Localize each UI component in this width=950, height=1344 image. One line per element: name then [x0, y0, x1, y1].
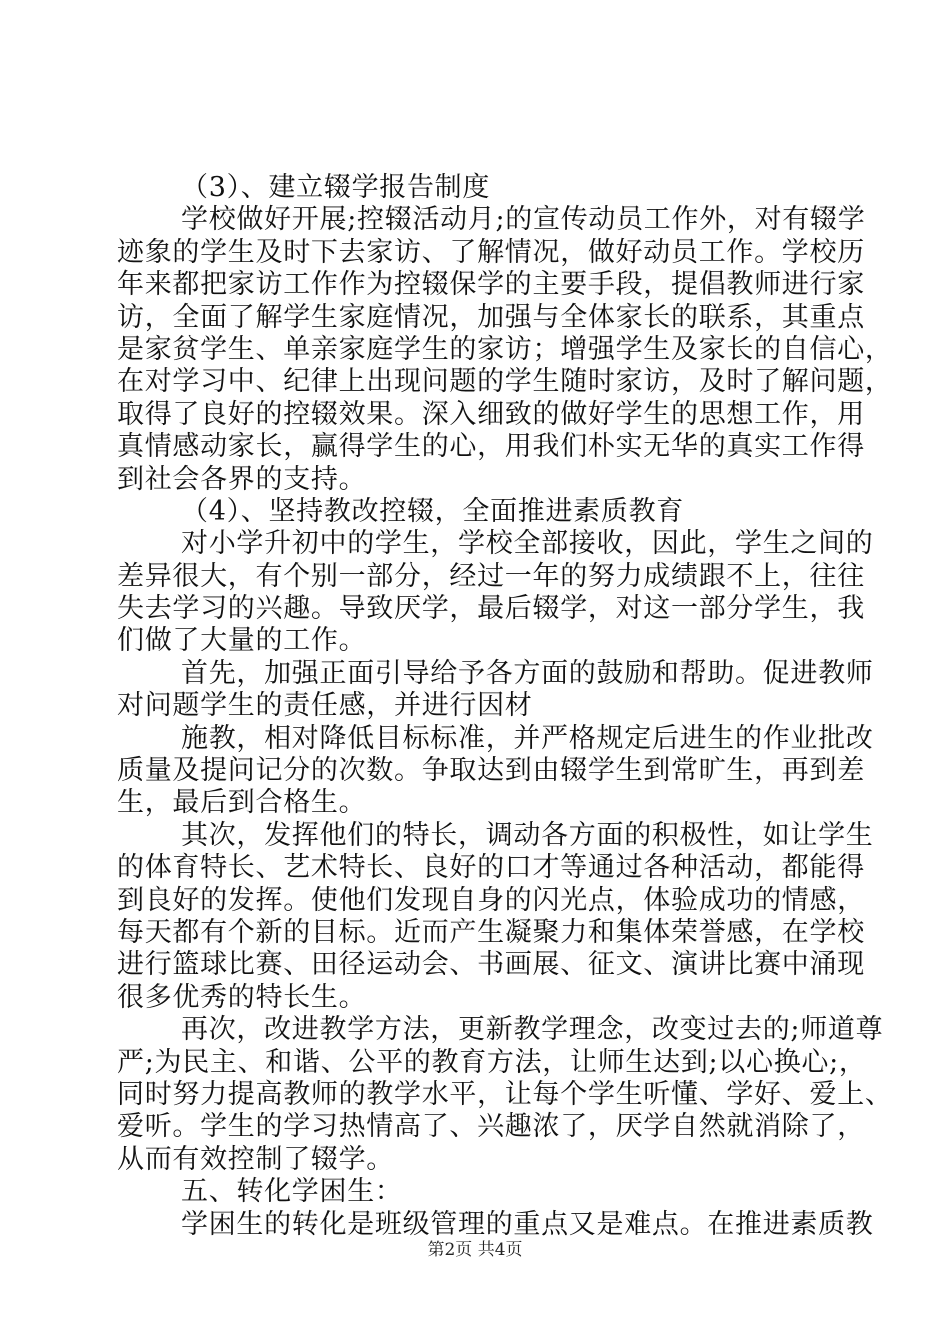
text-line: 进行篮球比赛、田径运动会、书画展、征文、演讲比赛中涌现 [117, 949, 865, 981]
text-line: （3）、建立辍学报告制度 [181, 172, 491, 203]
text-line: 五、转化学困生： [181, 1176, 403, 1208]
text-line: 施教，相对降低目标标准，并严格规定后进生的作业批改 [181, 722, 874, 754]
text-line: 质量及提问记分的次数。争取达到由辍学生到常旷生，再到差 [117, 755, 865, 787]
page-footer [0, 1240, 950, 1260]
text-line: 爱听。学生的学习热情高了、兴趣浓了，厌学自然就消除了， [117, 1111, 865, 1143]
text-line: 是家贫学生、单亲家庭学生的家访；增强学生及家长的自信心， [117, 333, 893, 365]
text-line: 在对学习中、纪律上出现问题的学生随时家访，及时了解问题， [117, 366, 893, 398]
text-line: 其次，发挥他们的特长，调动各方面的积极性，如让学生 [181, 819, 874, 851]
document-body [117, 172, 893, 1241]
text-line: 每天都有个新的目标。近而产生凝聚力和集体荣誉感，在学校 [117, 916, 865, 948]
text-line: 真情感动家长，赢得学生的心，用我们朴实无华的真实工作得 [117, 431, 865, 463]
text-line: 年来都把家访工作作为控辍保学的主要手段，提倡教师进行家 [117, 269, 865, 301]
text-line: 学困生的转化是班级管理的重点又是难点。在推进素质教 [181, 1208, 874, 1240]
text-line: 生，最后到合格生。 [117, 787, 367, 819]
text-line: 迹象的学生及时下去家访、了解情况，做好动员工作。学校历 [117, 236, 865, 268]
text-line: 很多优秀的特长生。 [117, 981, 367, 1013]
text-line: 同时努力提高教师的教学水平，让每个学生听懂、学好、爱上、 [117, 1078, 893, 1110]
text-line: 到社会各界的支持。 [117, 463, 367, 495]
text-line: 们做了大量的工作。 [117, 625, 367, 657]
text-line: 再次，改进教学方法，更新教学理念，改变过去的;师道尊 [181, 1014, 884, 1046]
text-line: 首先，加强正面引导给予各方面的鼓励和帮助。促进教师 [181, 657, 874, 689]
text-line: 严;为民主、和谐、公平的教育方法，让师生达到;以心换心;， [117, 1046, 867, 1078]
text-line: 对小学升初中的学生，学校全部接收，因此，学生之间的 [181, 528, 874, 560]
text-line: 失去学习的兴趣。导致厌学，最后辍学，对这一部分学生，我 [117, 593, 865, 625]
text-line: 访，全面了解学生家庭情况，加强与全体家长的联系，其重点 [117, 301, 865, 333]
text-line: 的体育特长、艺术特长、良好的口才等通过各种活动，都能得 [117, 852, 865, 884]
text-line: 从而有效控制了辍学。 [117, 1143, 394, 1175]
text-line: 对问题学生的责任感，并进行因材 [117, 690, 533, 722]
text-line: （4）、坚持教改控辍，全面推进素质教育 [181, 495, 684, 527]
page-number: 第2页 共4页 [427, 1240, 523, 1260]
text-line: 到良好的发挥。使他们发现自身的闪光点，体验成功的情感， [117, 884, 865, 916]
text-line: 差异很大，有个别一部分，经过一年的努力成绩跟不上，往往 [117, 560, 865, 592]
text-line: 学校做好开展;控辍活动月;的宣传动员工作外，对有辍学 [181, 204, 866, 236]
text-line: 取得了良好的控辍效果。深入细致的做好学生的思想工作，用 [117, 398, 865, 430]
